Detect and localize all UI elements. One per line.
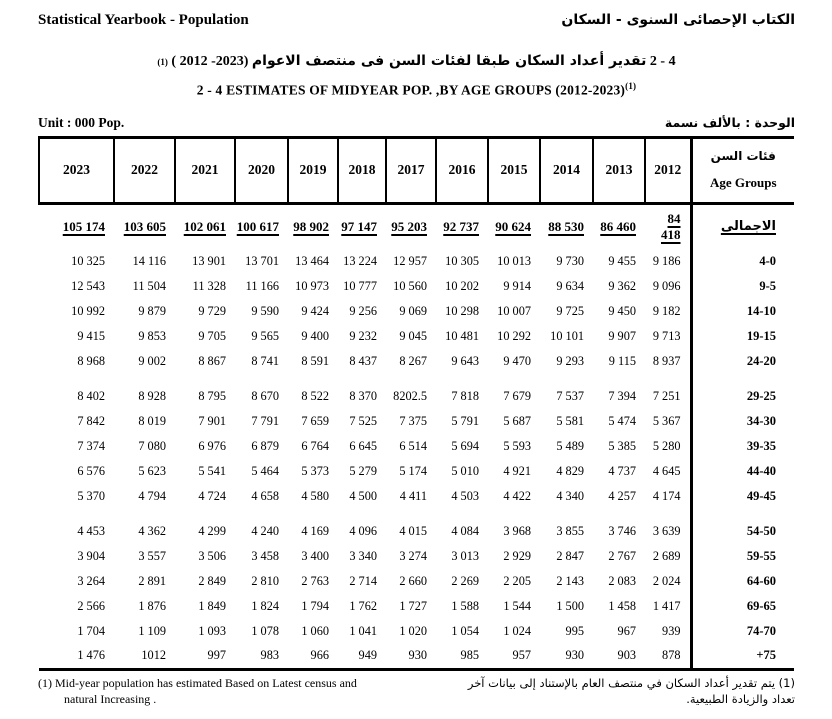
total-value (386, 203, 436, 249)
age-label: 34-30 (691, 409, 794, 434)
data-cell: 903 (617, 648, 636, 663)
table-row-34-30 (39, 409, 794, 434)
total-value-text: 88 530 (548, 218, 584, 234)
data-cell: 1 876 (138, 599, 166, 613)
table-row-64-60 (39, 569, 794, 594)
data-cell: 2 929 (503, 549, 531, 563)
table-row-14-10 (39, 299, 794, 324)
data-cell: 4 422 (503, 489, 531, 503)
total-value-text: 90 624 (495, 218, 531, 234)
data-cell: 10 973 (295, 279, 329, 293)
data-cell: 9 853 (138, 329, 166, 343)
year-header-2023: 2023 (39, 137, 114, 203)
data-cell: 2 024 (652, 574, 681, 588)
data-cell: 1 458 (608, 599, 636, 613)
population-table (38, 136, 794, 671)
table-row-29-25 (39, 374, 794, 409)
table-row-74-70 (39, 619, 794, 644)
data-cell: 967 (617, 624, 636, 638)
data-cell: 5 694 (451, 439, 479, 453)
total-value (175, 203, 235, 249)
data-cell: 2 847 (556, 549, 584, 563)
data-cell: 7 537 (556, 389, 584, 403)
table-body (39, 203, 794, 669)
data-cell: 949 (358, 648, 377, 663)
data-cell: 930 (408, 648, 427, 663)
data-cell: 5 280 (652, 439, 681, 453)
total-value (338, 203, 386, 249)
year-header-2016: 2016 (436, 137, 488, 203)
data-cell: 5 373 (301, 464, 329, 478)
data-cell: 8 937 (652, 354, 681, 368)
data-cell: 4 794 (138, 489, 166, 503)
data-cell: 14 116 (132, 254, 166, 268)
age-label: 19-15 (691, 324, 794, 349)
age-label: 59-55 (691, 544, 794, 569)
data-cell: 6 976 (198, 439, 226, 453)
data-cell: 5 581 (556, 414, 584, 428)
age-groups-header-ar: فئات السن (710, 149, 776, 163)
data-cell: 2 763 (301, 574, 329, 588)
data-cell: 13 224 (343, 254, 377, 268)
data-cell: 9 450 (608, 304, 636, 318)
total-value-text: 95 203 (391, 218, 427, 234)
footnote-en-line2: natural Increasing . (64, 691, 157, 706)
data-cell: 4 580 (301, 489, 329, 503)
data-cell: 3 458 (251, 549, 279, 563)
table-row-54-50 (39, 509, 794, 544)
data-cell: 11 504 (132, 279, 166, 293)
year-header-2017: 2017 (386, 137, 436, 203)
data-cell: 7 842 (77, 414, 105, 428)
total-value (540, 203, 593, 249)
data-cell: 13 901 (192, 254, 226, 268)
data-cell: 9 705 (198, 329, 226, 343)
data-cell: 9 643 (451, 354, 479, 368)
data-cell: 9 565 (251, 329, 279, 343)
totals-label-text: الاجمالى (720, 219, 776, 235)
data-cell: 7 679 (503, 389, 531, 403)
data-cell: 9 002 (138, 354, 166, 368)
data-cell: 3 746 (608, 524, 636, 538)
data-cell: 878 (662, 648, 681, 663)
table-row-44-40 (39, 459, 794, 484)
data-cell: 8 968 (77, 354, 105, 368)
total-value-text: 97 147 (341, 218, 377, 234)
data-cell: 9 424 (301, 304, 329, 318)
year-header-2014: 2014 (540, 137, 593, 203)
data-cell: 1 476 (77, 648, 105, 663)
data-cell: 9 415 (77, 329, 105, 343)
total-value (593, 203, 645, 249)
data-cell: 9 400 (301, 329, 329, 343)
data-cell: 9 069 (399, 304, 427, 318)
data-cell: 5 010 (451, 464, 479, 478)
data-cell: 3 904 (77, 549, 105, 563)
totals-row (39, 203, 794, 249)
table-row-39-35 (39, 434, 794, 459)
age-label: 24-20 (691, 349, 794, 374)
data-cell: 10 298 (445, 304, 479, 318)
data-cell: 10 992 (71, 304, 105, 318)
data-cell: 1 024 (503, 624, 531, 638)
unit-line (38, 115, 795, 131)
data-cell: 1 544 (503, 599, 531, 613)
table-row-4-0 (39, 249, 794, 274)
data-cell: 8 522 (301, 389, 329, 403)
year-header-2019: 2019 (288, 137, 338, 203)
yearbook-title-en: Statistical Yearbook - Population (38, 12, 249, 28)
data-cell: 8 591 (301, 354, 329, 368)
data-cell: 8 741 (251, 354, 279, 368)
data-cell: 10 777 (343, 279, 377, 293)
data-cell: 4 500 (349, 489, 377, 503)
data-cell: 12 957 (393, 254, 427, 268)
data-cell: 2 083 (608, 574, 636, 588)
data-cell: 5 593 (503, 439, 531, 453)
data-cell: 2 891 (138, 574, 166, 588)
data-cell: 6 576 (77, 464, 105, 478)
data-cell: 7 791 (251, 414, 279, 428)
table-row-69-65 (39, 594, 794, 619)
table-row-49-45 (39, 484, 794, 509)
data-cell: 5 367 (652, 414, 681, 428)
data-cell: 3 264 (77, 574, 105, 588)
data-cell: 9 713 (652, 329, 681, 343)
data-cell: 2 269 (451, 574, 479, 588)
data-cell: 1 020 (399, 624, 427, 638)
footnote-en-line1: (1) Mid-year population has estimated Based on Latest census and (38, 675, 357, 690)
data-cell: 8 670 (251, 389, 279, 403)
data-cell: 1 762 (349, 599, 377, 613)
data-cell: 1 417 (652, 599, 681, 613)
age-groups-header-en: Age Groups (709, 175, 777, 190)
data-cell: 2 849 (198, 574, 226, 588)
data-cell: 9 914 (503, 279, 531, 293)
data-cell: 7 080 (138, 439, 166, 453)
table-row-19-15 (39, 324, 794, 349)
year-header-2012: 2012 (645, 137, 691, 203)
footnote-ar-line2: تعداد والزيادة الطبيعية. (686, 691, 795, 706)
data-cell: 3 855 (556, 524, 584, 538)
data-cell: 4 015 (399, 524, 427, 538)
data-cell: 7 659 (301, 414, 329, 428)
data-cell: 4 096 (349, 524, 377, 538)
footnote-ref-sup-ar: (1) (157, 57, 168, 67)
data-cell: 4 453 (77, 524, 105, 538)
data-cell: 4 240 (251, 524, 279, 538)
footnote-ref-sup-en: (1) (625, 81, 637, 91)
data-cell: 10 013 (497, 254, 531, 268)
data-cell: 5 791 (451, 414, 479, 428)
data-cell: 8 267 (399, 354, 427, 368)
data-cell: 1 727 (399, 599, 427, 613)
data-cell: 5 541 (198, 464, 226, 478)
data-cell: 4 921 (503, 464, 531, 478)
data-cell: 7 374 (77, 439, 105, 453)
total-value-text: 92 737 (443, 218, 479, 234)
data-cell: 2 689 (652, 549, 681, 563)
data-cell: 1 500 (556, 599, 584, 613)
data-cell: 4 299 (198, 524, 226, 538)
data-cell: 1 093 (198, 624, 226, 638)
footnote-english (38, 675, 357, 707)
table-row-24-20 (39, 349, 794, 374)
total-value (436, 203, 488, 249)
data-cell: 2 566 (77, 599, 105, 613)
data-cell: 4 658 (251, 489, 279, 503)
data-cell: 4 169 (301, 524, 329, 538)
data-cell: 7 251 (652, 389, 681, 403)
data-cell: 3 557 (138, 549, 166, 563)
age-label: 14-10 (691, 299, 794, 324)
data-cell: 8 795 (198, 389, 226, 403)
data-cell: 9 045 (399, 329, 427, 343)
age-label: 74-70 (691, 619, 794, 644)
data-cell: 10 292 (497, 329, 531, 343)
data-cell: 9 115 (608, 354, 636, 368)
data-cell: 5 370 (77, 489, 105, 503)
data-cell: 8 402 (77, 389, 105, 403)
data-cell: 8 370 (349, 389, 377, 403)
data-cell: 4 503 (451, 489, 479, 503)
unit-label-en: Unit : 000 Pop. (38, 114, 125, 130)
data-cell: 13 701 (245, 254, 279, 268)
title-ar-years: ( 2012 -2023) (171, 54, 249, 69)
data-cell: 966 (310, 648, 329, 663)
title-ar-text: تقدير أعداد السكان طبقا لفئات السن فى منتصف الاعوام (251, 53, 647, 69)
age-groups-header (691, 137, 794, 203)
year-header-2022: 2022 (114, 137, 175, 203)
data-cell: 1 041 (349, 624, 377, 638)
data-cell: 1 054 (451, 624, 479, 638)
data-cell: 4 174 (652, 489, 681, 503)
total-value (114, 203, 175, 249)
data-cell: 9 634 (556, 279, 584, 293)
total-value-text: 100 617 (236, 218, 279, 234)
data-cell: 4 737 (608, 464, 636, 478)
data-cell: 7 525 (349, 414, 377, 428)
total-value (39, 203, 114, 249)
data-cell: 4 724 (198, 489, 226, 503)
data-cell: 6 514 (399, 439, 427, 453)
title-ar-number: 2 - 4 (649, 54, 676, 69)
data-cell: 6 764 (301, 439, 329, 453)
data-cell: 9 590 (251, 304, 279, 318)
data-cell: 9 729 (198, 304, 226, 318)
footnotes (38, 675, 795, 707)
data-cell: 985 (460, 648, 479, 663)
data-cell: 5 385 (608, 439, 636, 453)
data-cell: 5 687 (503, 414, 531, 428)
age-label: 9-5 (691, 274, 794, 299)
data-cell: 997 (207, 648, 226, 663)
table-row-9-5 (39, 274, 794, 299)
data-cell: 9 455 (608, 254, 636, 268)
data-cell: 4 084 (451, 524, 479, 538)
data-cell: 1 109 (138, 624, 166, 638)
footnote-ar-line1: (1) يتم تقدير أعداد السكان في منتصف العام بالإستناد إلى بيانات آخر (467, 675, 795, 690)
data-cell: 9 879 (138, 304, 166, 318)
data-cell: 5 489 (556, 439, 584, 453)
year-header-2020: 2020 (235, 137, 288, 203)
data-cell: 5 474 (608, 414, 636, 428)
data-cell: 12 543 (71, 279, 105, 293)
age-label: 54-50 (691, 509, 794, 544)
data-cell: 8 867 (198, 354, 226, 368)
data-cell: 5 464 (251, 464, 279, 478)
data-cell: 10 305 (445, 254, 479, 268)
data-cell: 930 (565, 648, 584, 663)
unit-label-ar: الوحدة : بالألف نسمة (664, 114, 795, 130)
data-cell: 1 824 (251, 599, 279, 613)
table-row-+75 (39, 644, 794, 669)
data-cell: 7 901 (198, 414, 226, 428)
data-cell: 7 375 (399, 414, 427, 428)
data-cell: 9 096 (652, 279, 681, 293)
data-cell: 10 202 (445, 279, 479, 293)
data-cell: 2 714 (349, 574, 377, 588)
table-header-row (39, 137, 794, 203)
data-cell: 6 645 (349, 439, 377, 453)
year-header-2013: 2013 (593, 137, 645, 203)
data-cell: 9 725 (556, 304, 584, 318)
data-cell: 4 645 (652, 464, 681, 478)
data-cell: 10 007 (497, 304, 531, 318)
page-header (38, 12, 795, 29)
data-cell: 9 186 (652, 254, 681, 268)
data-cell: 3 274 (399, 549, 427, 563)
data-cell: 9 907 (608, 329, 636, 343)
data-cell: 9 362 (608, 279, 636, 293)
data-cell: 2 205 (503, 574, 531, 588)
data-cell: 5 174 (399, 464, 427, 478)
age-label: 64-60 (691, 569, 794, 594)
data-cell: 2 143 (556, 574, 584, 588)
year-header-2015: 2015 (488, 137, 540, 203)
data-cell: 9 256 (349, 304, 377, 318)
data-cell: 5 623 (138, 464, 166, 478)
total-value (488, 203, 540, 249)
data-cell: 3 013 (451, 549, 479, 563)
title-en-text: 2 - 4 ESTIMATES OF MIDYEAR POP. ,BY AGE GROUPS (2012-2023) (196, 82, 626, 98)
data-cell: 8 437 (349, 354, 377, 368)
data-cell: 10 325 (71, 254, 105, 268)
data-cell: 10 560 (393, 279, 427, 293)
age-label: 4-0 (691, 249, 794, 274)
age-label: 69-65 (691, 594, 794, 619)
data-cell: 9 182 (652, 304, 681, 318)
data-cell: 9 232 (349, 329, 377, 343)
data-cell: 3 506 (198, 549, 226, 563)
data-cell: 939 (662, 624, 681, 638)
data-cell: 13 464 (295, 254, 329, 268)
data-cell: 7 818 (451, 389, 479, 403)
data-cell: 4 257 (608, 489, 636, 503)
table-row-59-55 (39, 544, 794, 569)
data-cell: 6 879 (251, 439, 279, 453)
data-cell: 9 470 (503, 354, 531, 368)
data-cell: 10 481 (445, 329, 479, 343)
yearbook-title-ar: الكتاب الإحصائى السنوى - السكان (561, 12, 795, 28)
total-value (235, 203, 288, 249)
year-header-2018: 2018 (338, 137, 386, 203)
data-cell: 1 794 (301, 599, 329, 613)
data-cell: 4 829 (556, 464, 584, 478)
data-cell: 4 362 (138, 524, 166, 538)
footnote-arabic (468, 675, 795, 707)
age-label: 29-25 (691, 374, 794, 409)
data-cell: 1 704 (77, 624, 105, 638)
total-value (288, 203, 338, 249)
data-cell: 8 019 (138, 414, 166, 428)
age-label: 49-45 (691, 484, 794, 509)
data-cell: 1012 (141, 648, 166, 663)
data-cell: 1 849 (198, 599, 226, 613)
year-header-2021: 2021 (175, 137, 235, 203)
data-cell: 1 588 (451, 599, 479, 613)
data-cell: 957 (512, 648, 531, 663)
data-cell: 11 166 (245, 279, 279, 293)
data-cell: 3 340 (349, 549, 377, 563)
data-cell: 10 101 (550, 329, 584, 343)
data-cell: 4 340 (556, 489, 584, 503)
data-cell: 2 767 (608, 549, 636, 563)
data-cell: 1 060 (301, 624, 329, 638)
data-cell: 9 293 (556, 354, 584, 368)
data-cell: 8202.5 (393, 389, 427, 403)
total-value-text: 84 418 (661, 210, 681, 242)
data-cell: 3 400 (301, 549, 329, 563)
data-cell: 2 810 (251, 574, 279, 588)
totals-label (691, 203, 794, 249)
total-value-text: 102 061 (183, 218, 226, 234)
table-title-arabic (38, 53, 795, 70)
data-cell: 5 279 (349, 464, 377, 478)
data-cell: 8 928 (138, 389, 166, 403)
data-cell: 995 (565, 624, 584, 638)
data-cell: 7 394 (608, 389, 636, 403)
total-value-text: 86 460 (600, 218, 636, 234)
data-cell: 1 078 (251, 624, 279, 638)
total-value (645, 203, 691, 249)
total-value-text: 98 902 (293, 218, 329, 234)
data-cell: 3 639 (652, 524, 681, 538)
age-label: 39-35 (691, 434, 794, 459)
age-label: 44-40 (691, 459, 794, 484)
data-cell: 11 328 (192, 279, 226, 293)
total-value-text: 103 605 (123, 218, 166, 234)
data-cell: 983 (260, 648, 279, 663)
data-cell: 9 730 (556, 254, 584, 268)
data-cell: 3 968 (503, 524, 531, 538)
data-cell: 4 411 (399, 489, 427, 503)
data-cell: 2 660 (399, 574, 427, 588)
total-value-text: 105 174 (62, 218, 105, 234)
age-label: +75 (691, 644, 794, 669)
table-title-english (38, 81, 795, 99)
